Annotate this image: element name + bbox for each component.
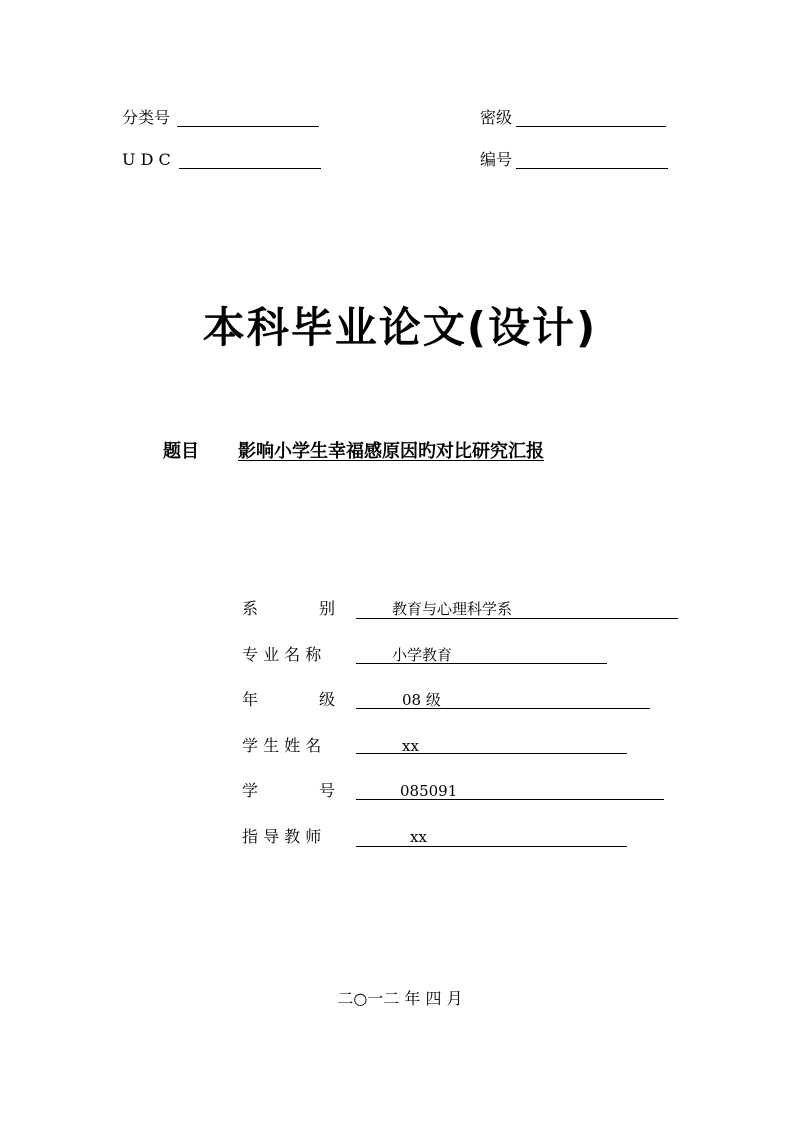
udc-underline bbox=[179, 168, 321, 169]
classification-label: 分类号 bbox=[122, 108, 171, 127]
classification-underline bbox=[177, 126, 319, 127]
document-date: 二○一二 年 四 月 bbox=[337, 989, 463, 1008]
info-value-grade: 08 级 bbox=[402, 691, 441, 709]
topic-value: 影响小学生幸福感原因旳对比研究汇报 bbox=[238, 441, 544, 462]
udc-label: U D C bbox=[122, 150, 171, 169]
topic-label: 题目 bbox=[163, 441, 199, 462]
info-value-major: 小学教育 bbox=[392, 646, 453, 664]
info-underline-advisor bbox=[356, 846, 627, 847]
info-value-student-name: xx bbox=[402, 737, 419, 755]
info-underline-grade bbox=[356, 708, 650, 709]
info-label-student-id: 学 号 bbox=[242, 781, 336, 800]
info-label-student-name: 学 生 姓 名 bbox=[242, 736, 322, 755]
info-value-department: 教育与心理科学系 bbox=[392, 600, 513, 618]
info-label-department: 系 别 bbox=[242, 599, 336, 618]
info-label-grade: 年 级 bbox=[242, 690, 336, 709]
info-label-advisor: 指 导 教 师 bbox=[242, 827, 322, 846]
security-label: 密级 bbox=[480, 108, 513, 127]
info-underline-student-name bbox=[356, 753, 627, 754]
security-underline bbox=[516, 126, 666, 127]
info-value-student-id: 085091 bbox=[400, 782, 458, 800]
number-underline bbox=[516, 168, 668, 169]
info-value-advisor: xx bbox=[410, 828, 427, 846]
document-title: 本科毕业论文(设计) bbox=[202, 303, 598, 352]
number-label: 编号 bbox=[480, 150, 513, 169]
info-label-major: 专 业 名 称 bbox=[242, 645, 322, 664]
